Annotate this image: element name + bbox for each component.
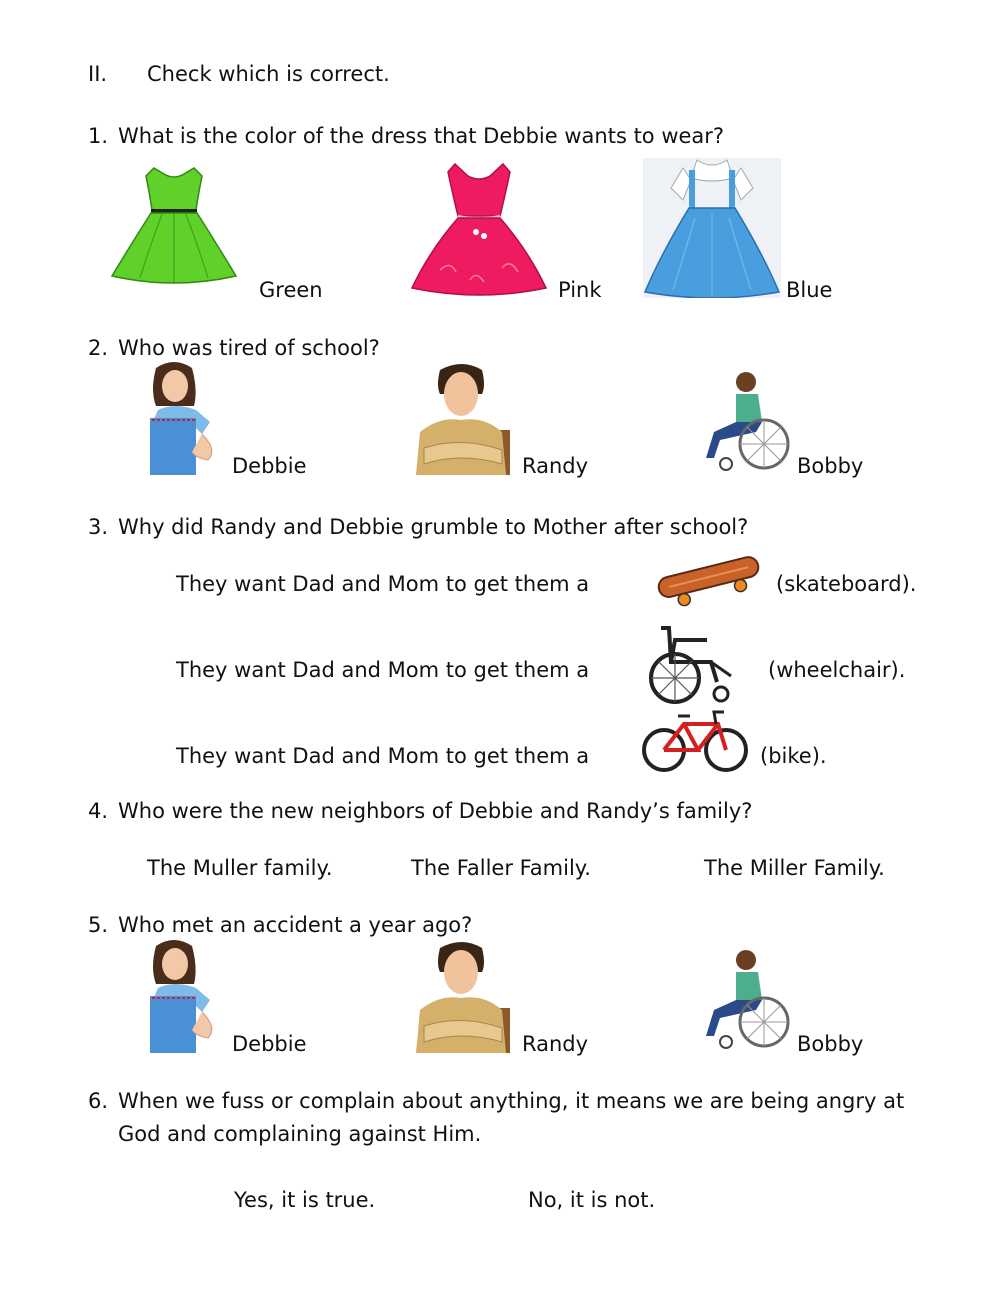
q6-option-yes[interactable]: Yes, it is true. <box>234 1188 376 1212</box>
skateboard-icon[interactable] <box>654 545 764 613</box>
q2-option-debbie[interactable]: Debbie <box>232 454 307 478</box>
q5-option-bobby[interactable]: Bobby <box>797 1032 864 1056</box>
q5-text: Who met an accident a year ago? <box>118 913 473 937</box>
q3-text: Why did Randy and Debbie grumble to Mother after school? <box>118 515 749 539</box>
bicycle-icon[interactable] <box>642 706 748 774</box>
q5-boy-icon[interactable] <box>410 938 518 1053</box>
q3-option-skateboard[interactable]: (skateboard). <box>776 572 917 596</box>
q3-number: 3. <box>88 515 109 539</box>
q3-option-wheelchair[interactable]: (wheelchair). <box>768 658 906 682</box>
pink-dress-icon[interactable] <box>410 160 548 298</box>
q1-option-blue[interactable]: Blue <box>786 278 833 302</box>
q4-option-faller[interactable]: The Faller Family. <box>411 856 591 880</box>
q4-option-muller[interactable]: The Muller family. <box>147 856 333 880</box>
q4-text: Who were the new neighbors of Debbie and Randy’s family? <box>118 799 753 823</box>
q2-number: 2. <box>88 336 109 360</box>
q6-option-no[interactable]: No, it is not. <box>528 1188 656 1212</box>
q6-text-line2: God and complaining against Him. <box>118 1122 482 1146</box>
q2-option-bobby[interactable]: Bobby <box>797 454 864 478</box>
q1-option-pink[interactable]: Pink <box>558 278 602 302</box>
q3-sentence-1: They want Dad and Mom to get them a <box>176 572 590 596</box>
q6-number: 6. <box>88 1089 109 1113</box>
section-instruction: Check which is correct. <box>147 62 390 86</box>
q2-wheelchair-boy-icon[interactable] <box>700 368 792 472</box>
q3-sentence-3: They want Dad and Mom to get them a <box>176 744 590 768</box>
blue-dress-icon[interactable] <box>643 158 781 298</box>
q3-sentence-2: They want Dad and Mom to get them a <box>176 658 590 682</box>
q3-option-bike[interactable]: (bike). <box>760 744 827 768</box>
green-dress-icon[interactable] <box>110 166 238 286</box>
q5-option-randy[interactable]: Randy <box>522 1032 589 1056</box>
q1-option-green[interactable]: Green <box>259 278 323 302</box>
q2-text: Who was tired of school? <box>118 336 380 360</box>
q6-text-line1: When we fuss or complain about anything, it means we are being angry at <box>118 1089 905 1113</box>
q2-option-randy[interactable]: Randy <box>522 454 589 478</box>
q4-option-miller[interactable]: The Miller Family. <box>704 856 885 880</box>
q5-girl-icon[interactable] <box>140 938 222 1053</box>
q5-number: 5. <box>88 913 109 937</box>
q4-number: 4. <box>88 799 109 823</box>
wheelchair-icon[interactable] <box>641 622 739 704</box>
q1-text: What is the color of the dress that Debbie wants to wear? <box>118 124 725 148</box>
q2-girl-icon[interactable] <box>140 360 222 475</box>
q2-boy-icon[interactable] <box>410 360 518 475</box>
q5-wheelchair-boy-icon[interactable] <box>700 946 792 1050</box>
section-number: II. <box>88 62 108 86</box>
q5-option-debbie[interactable]: Debbie <box>232 1032 307 1056</box>
q1-number: 1. <box>88 124 109 148</box>
